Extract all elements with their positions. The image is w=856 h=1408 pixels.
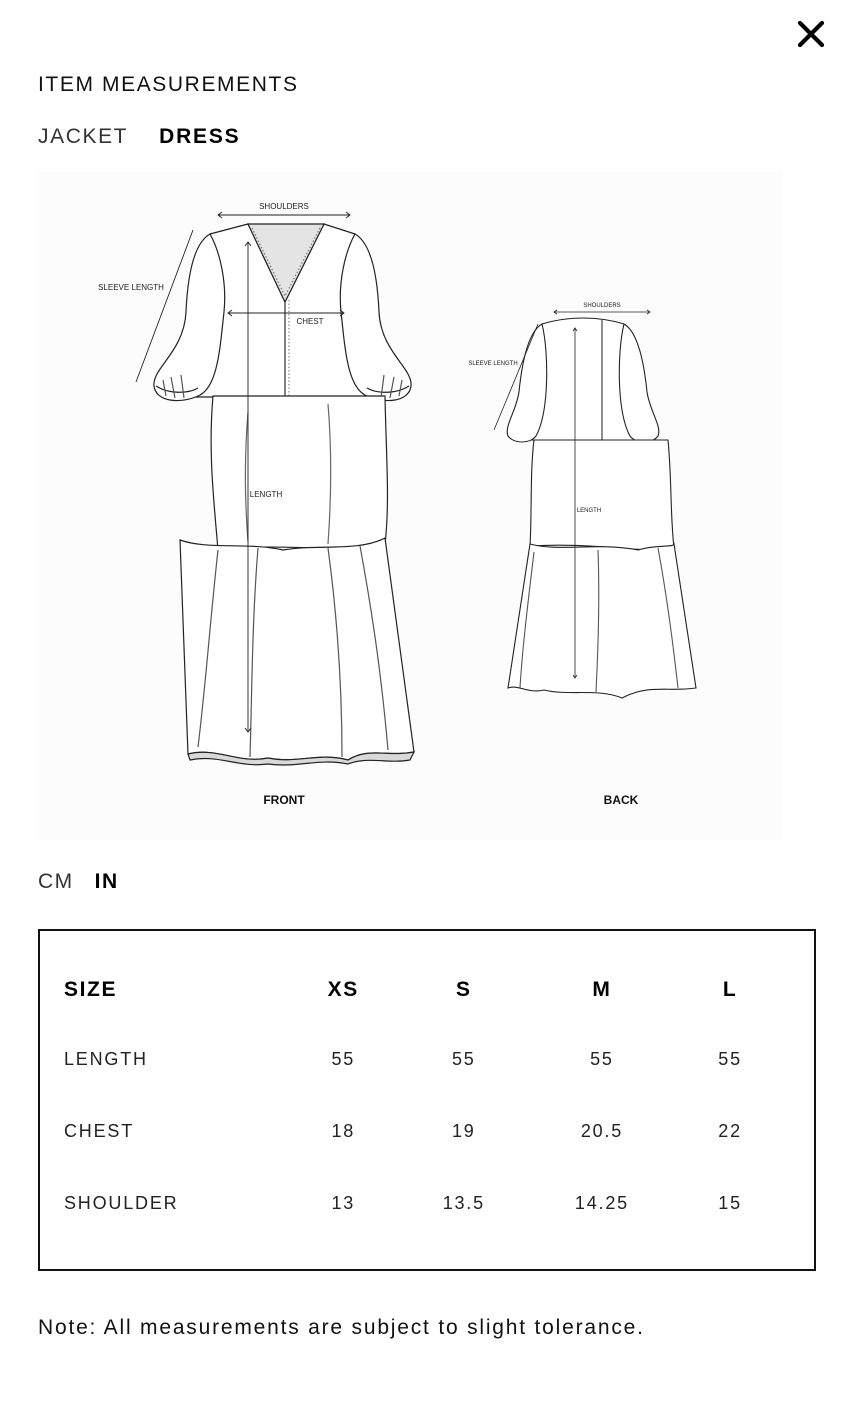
table-cell: 55 (718, 1048, 742, 1069)
close-button[interactable] (796, 19, 826, 49)
table-cell: 13.5 (442, 1192, 485, 1213)
size-header-l: L (722, 978, 738, 1001)
unit-tabs (38, 870, 119, 894)
table-cell: 22 (718, 1120, 742, 1141)
front-chest-label: CHEST (296, 317, 324, 326)
unit-tab-in[interactable]: IN (94, 870, 119, 893)
table-cell: 19 (451, 1120, 476, 1141)
front-shoulders-label: SHOULDERS (259, 202, 309, 211)
back-caption: BACK (603, 793, 639, 807)
tab-jacket[interactable]: JACKET (38, 125, 129, 148)
garment-tabs (38, 125, 240, 149)
back-length-label: LENGTH (576, 508, 602, 514)
table-cell: 55 (331, 1048, 356, 1069)
close-icon (796, 19, 826, 49)
table-cell: 55 (590, 1048, 614, 1069)
tolerance-note: Note: All measurements are subject to slight tolerance. (38, 1316, 645, 1339)
unit-tab-cm[interactable]: CM (38, 870, 74, 893)
row-label-length: LENGTH (64, 1048, 148, 1069)
row-label-shoulder: SHOULDER (64, 1192, 179, 1213)
back-shoulders-label: SHOULDERS (583, 303, 621, 309)
front-length-label: LENGTH (249, 490, 283, 499)
dress-measurement-diagram (38, 172, 782, 840)
back-sleeve-length-label: SLEEVE LENGTH (468, 361, 518, 367)
table-cell: 55 (451, 1048, 476, 1069)
size-table (64, 957, 790, 1239)
table-cell: 18 (331, 1120, 356, 1141)
size-header-row (64, 957, 790, 1023)
table-cell: 13 (331, 1192, 356, 1213)
front-sleeve-length-label: SLEEVE LENGTH (98, 283, 164, 292)
size-header-s: S (456, 978, 472, 1001)
size-header-m: M (592, 978, 612, 1001)
table-row (64, 1095, 790, 1167)
table-cell: 15 (718, 1192, 742, 1213)
size-header-xs: XS (327, 978, 359, 1001)
table-row (64, 1167, 790, 1239)
table-cell: 20.5 (580, 1120, 624, 1141)
front-caption: FRONT (263, 793, 305, 807)
modal-title: ITEM MEASUREMENTS (38, 73, 299, 96)
tab-dress[interactable]: DRESS (159, 125, 241, 148)
table-cell: 14.25 (574, 1192, 629, 1213)
dress-illustration (38, 172, 782, 840)
table-row (64, 1023, 790, 1095)
size-header-label: SIZE (64, 978, 118, 1001)
size-chart (38, 929, 816, 1271)
row-label-chest: CHEST (64, 1120, 135, 1141)
